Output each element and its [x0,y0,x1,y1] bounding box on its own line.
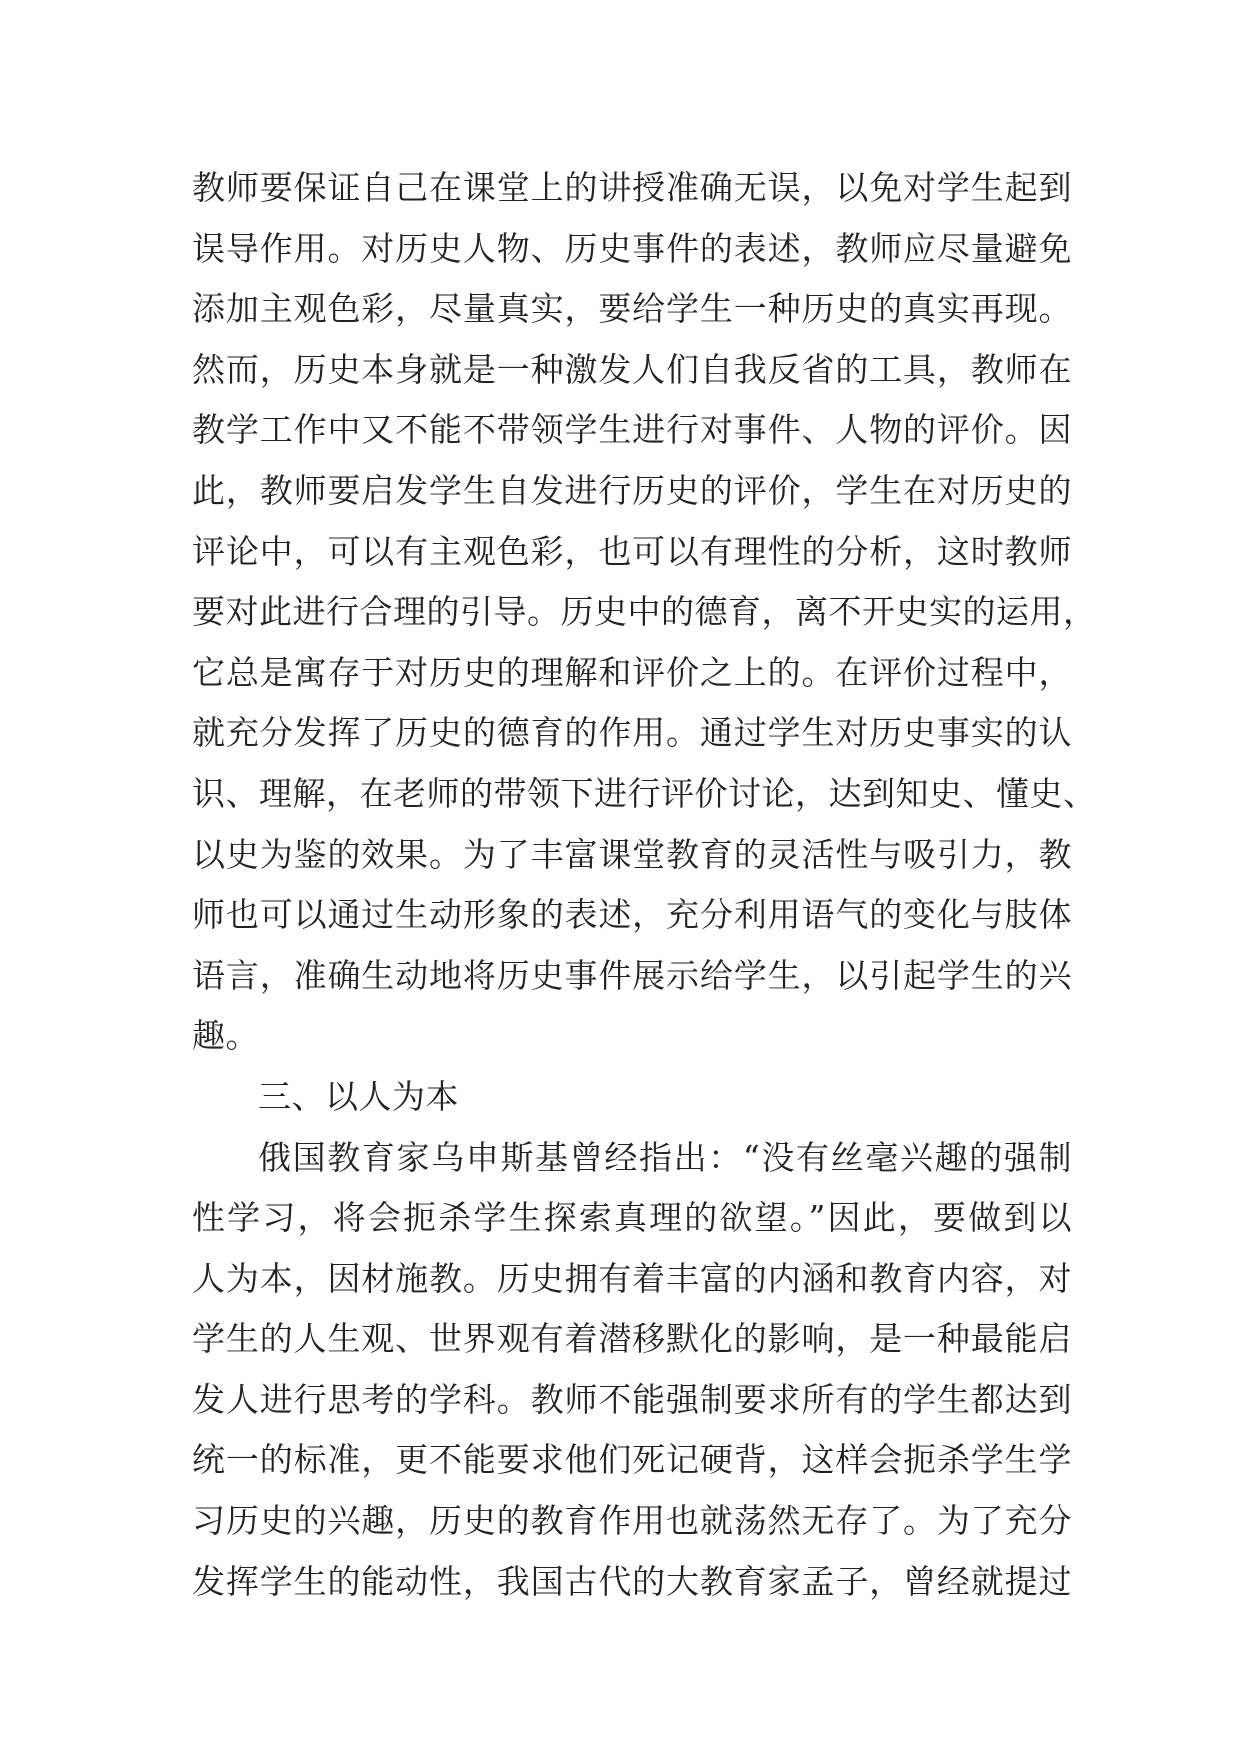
text-line: 误导作用。对历史人物、历史事件的表述，教师应尽量避免 [192,228,1072,268]
text-line: 趣。 [192,1016,259,1056]
text-line: 此，教师要启发学生自发进行历史的评价，学生在对历史的 [192,470,1072,510]
text-line: 教学工作中又不能不带领学生进行对事件、人物的评价。因 [192,410,1072,450]
text-line: 发人进行思考的学科。教师不能强制要求所有的学生都达到 [192,1379,1072,1419]
text-line: 性学习，将会扼杀学生探索真理的欲望。”因此，要做到以 [192,1198,1072,1238]
text-line: 它总是寓存于对历史的理解和评价之上的。在评价过程中， [192,652,1072,692]
text-line: 以史为鉴的效果。为了丰富课堂教育的灵活性与吸引力，教 [192,834,1072,874]
text-line: 统一的标准，更不能要求他们死记硬背，这样会扼杀学生学 [192,1440,1072,1480]
text-line: 就充分发挥了历史的德育的作用。通过学生对历史事实的认 [192,713,1072,753]
text-line: 识、理解，在老师的带领下进行评价讨论，达到知史、懂史、 [192,773,1097,813]
text-line: 要对此进行合理的引导。历史中的德育，离不开史实的运用， [192,592,1097,632]
body-text [192,158,1097,1612]
text-line: 添加主观色彩，尽量真实，要给学生一种历史的真实再现。 [192,289,1072,329]
section-heading: 三、以人为本 [258,1076,459,1116]
text-line: 教师要保证自己在课堂上的讲授准确无误，以免对学生起到 [192,168,1072,207]
text-line: 学生的人生观、世界观有着潜移默化的影响，是一种最能启 [192,1319,1072,1359]
text-line: 然而，历史本身就是一种激发人们自我反省的工具，教师在 [192,349,1072,389]
text-line: 俄国教育家乌申斯基曾经指出：“没有丝毫兴趣的强制 [258,1137,1072,1177]
text-line: 语言，准确生动地将历史事件展示给学生，以引起学生的兴 [192,955,1072,995]
text-line: 发挥学生的能动性，我国古代的大教育家孟子，曾经就提过 [192,1561,1072,1601]
text-line: 习历史的兴趣，历史的教育作用也就荡然无存了。为了充分 [192,1501,1072,1541]
text-line: 人为本，因材施教。历史拥有着丰富的内涵和教育内容，对 [192,1258,1072,1298]
text-line: 师也可以通过生动形象的表述，充分利用语气的变化与肢体 [192,895,1072,935]
text-line: 评论中，可以有主观色彩，也可以有理性的分析，这时教师 [192,531,1072,571]
